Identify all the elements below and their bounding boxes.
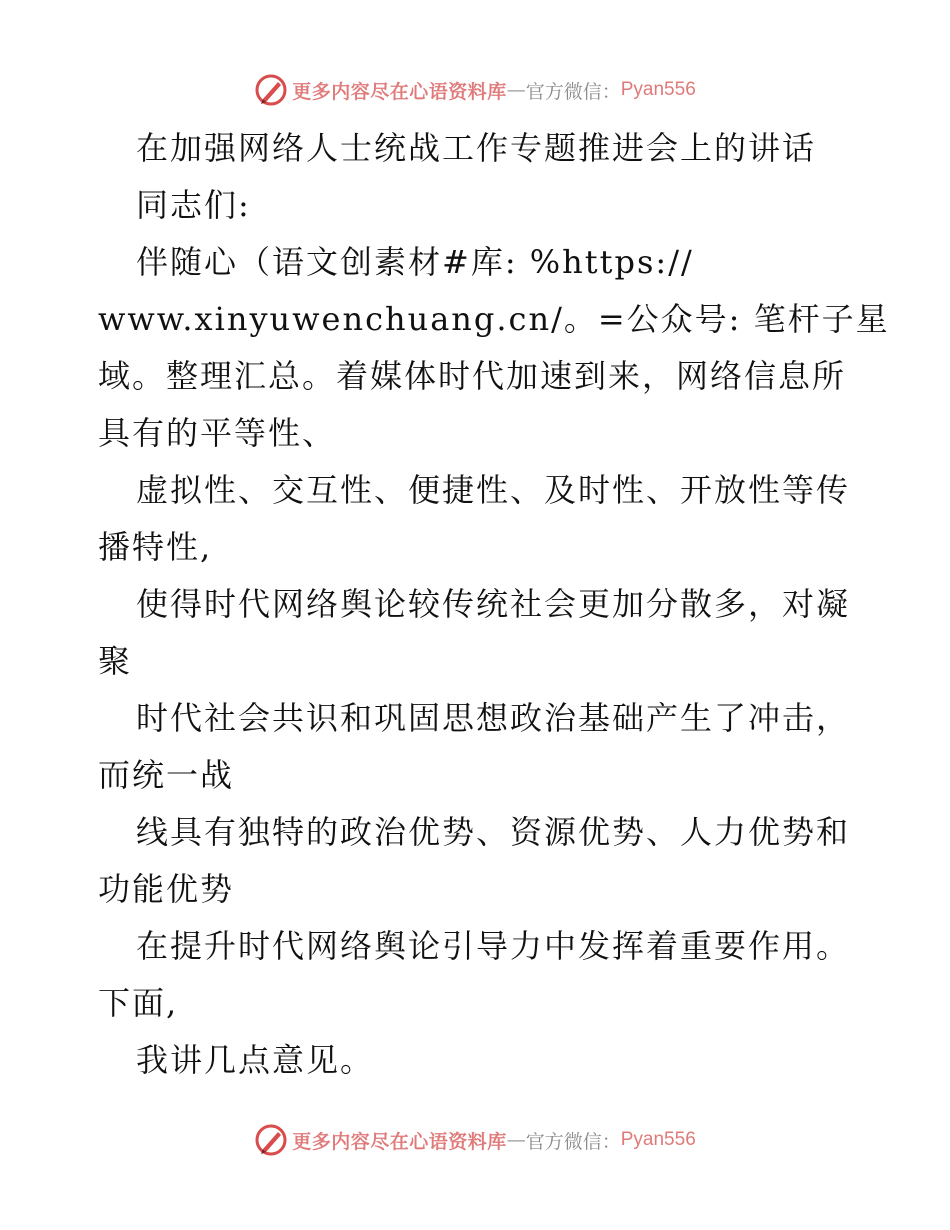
banner-wechat-id: Pyan556 bbox=[620, 1129, 696, 1150]
paragraph-line: 域。整理汇总。着媒体时代加速到来，网络信息所 bbox=[98, 357, 847, 395]
paragraph-line: 聚 bbox=[98, 642, 133, 680]
paragraph-line: 线具有独特的政治优势、资源优势、人力优势和 bbox=[136, 813, 851, 851]
paragraph-line: 下面, bbox=[98, 984, 179, 1022]
paragraph-line: 播特性, bbox=[98, 528, 213, 566]
banner-wechat-label: 官方微信： bbox=[525, 1130, 621, 1153]
banner-wechat-label: 官方微信： bbox=[525, 80, 621, 103]
paragraph-line: www.xinyuwenchuang.cn/。=公众号: 笔杆子星 bbox=[98, 300, 890, 338]
paragraph-line: 具有的平等性、 bbox=[98, 414, 337, 452]
footer-banner bbox=[0, 1120, 950, 1160]
paragraph-line: 使得时代网络舆论较传统社会更加分散多，对凝 bbox=[136, 585, 851, 623]
pen-logo-icon bbox=[254, 1123, 288, 1157]
paragraph-line: 在提升时代网络舆论引导力中发挥着重要作用。 bbox=[136, 927, 851, 965]
pen-logo-icon bbox=[254, 73, 288, 107]
document-title: 在加强网络人士统战工作专题推进会上的讲话 bbox=[136, 129, 817, 167]
paragraph-line: 而统一战 bbox=[98, 756, 235, 794]
paragraph-line: 虚拟性、交互性、便捷性、及时性、开放性等传 bbox=[136, 471, 851, 509]
banner-separator: — bbox=[506, 79, 526, 101]
paragraph-line: 伴随心（语文创素材#库: %https:// bbox=[136, 243, 694, 281]
paragraph-line: 功能优势 bbox=[98, 870, 235, 908]
paragraph-line: 我讲几点意见。 bbox=[136, 1041, 375, 1079]
paragraph-line: 时代社会共识和巩固思想政治基础产生了冲击， bbox=[136, 699, 851, 737]
header-banner bbox=[0, 70, 950, 110]
banner-separator: — bbox=[506, 1129, 526, 1151]
banner-text: 更多内容尽在心语资料库 bbox=[292, 1130, 507, 1153]
salutation: 同志们: bbox=[136, 186, 251, 224]
banner-wechat-id: Pyan556 bbox=[620, 79, 696, 100]
document-body bbox=[98, 120, 890, 1089]
banner-text: 更多内容尽在心语资料库 bbox=[292, 80, 507, 103]
